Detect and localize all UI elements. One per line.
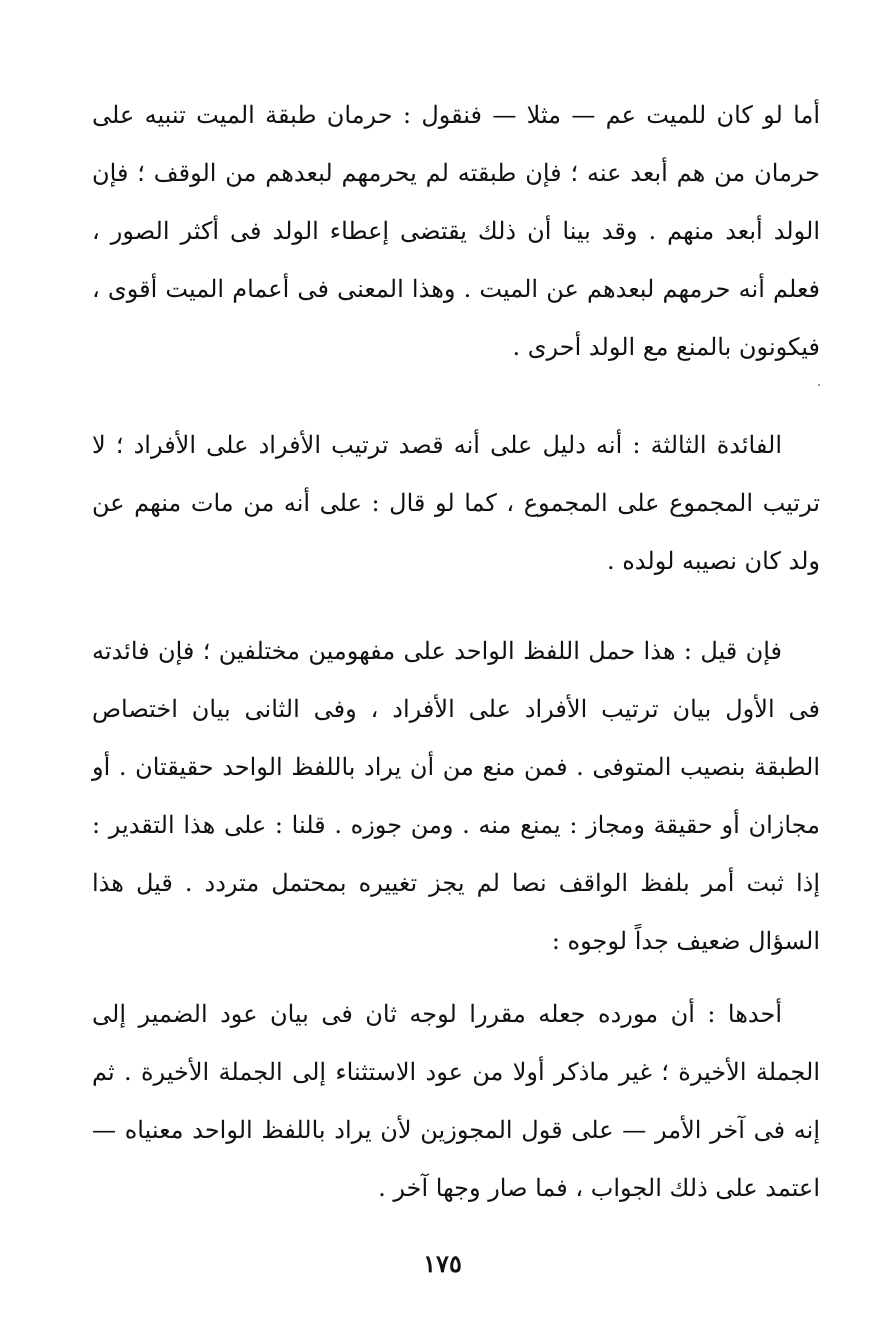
page-number: ١٧٥ xyxy=(423,1249,462,1278)
paragraph-objection: فإن قيل : هذا حمل اللفظ الواحد على مفهومين مختلفين ؛ فإن فائدته فى الأول بيان ترتيب الأفراد على الأفراد ، وفى الثانى بيان اختصاص الطبقة بنصيب المتوفى . فمن منع من أن يراد باللفظ الواحد حقيقتان . أو مجازان أو حقيقة ومجاز : يمنع منه . ومن جوزه . قلنا : على هذا التقدير : إذا ثبت أمر بلفظ الواقف نصا لم يجز تغييره بمحتمل متردد . قيل هذا السؤال ضعيف جداً لوجوه : xyxy=(92,637,821,955)
paragraph-uncle-case: أما لو كان للميت عم — مثلا — فنقول : حرمان طبقة الميت تنبيه على حرمان من هم أبعد عنه ؛ فإن طبقته لم يحرمهم لبعدهم من الوقف ؛ فإن الولد أبعد منهم . وقد بينا أن ذلك يقتضى إعطاء الولد فى أكثر الصور ، فعلم أنه حرمهم لبعدهم عن الميت . وهذا المعنى فى أعمام الميت أقوى ، فيكونون بالمنع مع الولد أحرى . xyxy=(92,101,820,361)
print-speck xyxy=(818,384,820,386)
paragraph-third-benefit: الفائدة الثالثة : أنه دليل على أنه قصد ترتيب الأفراد على الأفراد ؛ لا ترتيب المجموع على المجموع ، كما لو قال : على أنه من مات منهم عن ولد كان نصيبه لولده . xyxy=(92,431,820,575)
paragraph-first-reason: أحدها : أن مورده جعله مقررا لوجه ثان فى بيان عود الضمير إلى الجملة الأخيرة ؛ غير ماذكر أولا من عود الاستثناء إلى الجملة الأخيرة . ثم إنه فى آخر الأمر — على قول المجوزين لأن يراد باللفظ الواحد معنياه — اعتمد على ذلك الجواب ، فما صار وجها آخر . xyxy=(92,1000,820,1202)
